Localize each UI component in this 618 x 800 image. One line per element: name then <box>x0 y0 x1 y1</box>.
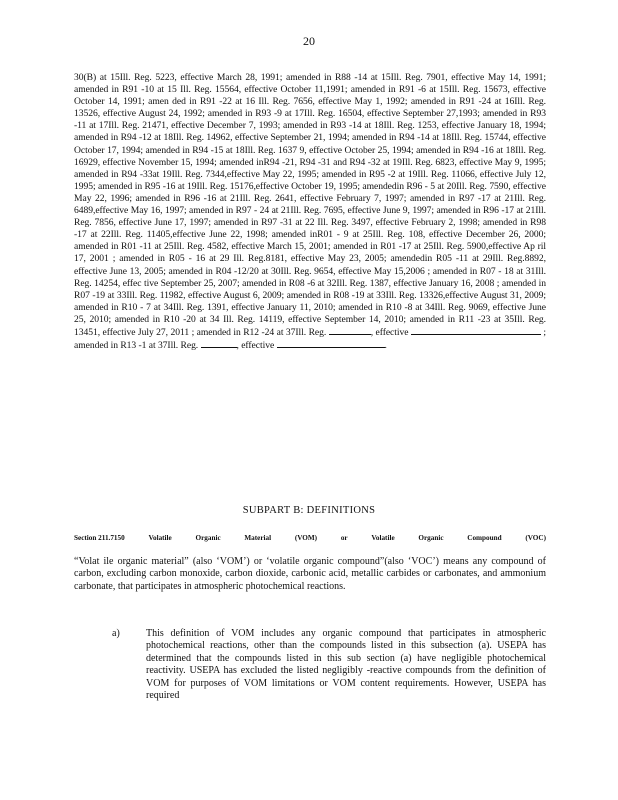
page-number: 20 <box>303 34 315 48</box>
section-number: Section 211.7150 <box>74 534 125 542</box>
section-title-word: (VOM) <box>294 534 318 542</box>
blank-line <box>277 339 385 348</box>
blank-line <box>411 326 541 335</box>
section-title-word: (VOC) <box>525 534 546 542</box>
blank-line <box>329 326 371 335</box>
section-title-word: Volatile <box>148 534 172 542</box>
section-title-word: Organic <box>195 534 221 542</box>
subsection-label: a) <box>112 628 120 639</box>
blank-line <box>201 339 237 348</box>
definition-text: “Volat ile organic material” (also ‘VOM’) or ‘volatile organic compound”(also ‘VOC’) means any compound of carbon, excluding carbon monoxide, carbon dioxide, carbonic acid, metallic carbides or carbonates, and ammonium carbonate, that participates in atmospheric photochemical reactions. <box>74 556 546 592</box>
section-title-word: Organic <box>418 534 444 542</box>
section-heading <box>74 534 546 542</box>
section-title-word: Volatile <box>371 534 395 542</box>
section-title-word: Material <box>244 534 272 542</box>
definition-paragraph <box>74 556 546 593</box>
subsection-text-block <box>146 628 546 702</box>
history-text-3: ; amended in R13 -1 at 37Ill. Reg. <box>74 326 547 352</box>
history-text-4: , effective <box>236 340 275 352</box>
history-text: 30(B) at 15Ill. Reg. 5223, effective March 28, 1991; amended in R88 -14 at 15Ill. Reg. 7901, effective May 14, 1991; amended in R91 -10 at 15 Ill. Reg. 15564, effective October 11,1991; amended in R91 -6 at 15Ill. Reg. 15673, effective October 14, 1991; amen ded in R91 -22 at 16 Ill. Reg. 7656, effective May 1, 1992; amended in R91 -24 at 16Ill. Reg. 13526, effective August 24, 1992; amended in R93 -9 at 17Ill. Reg. 16504, effective September 27,1993; amended in R93 -11 at 17Ill. Reg. 21471, effective December 7, 1993; amended in R93 -14 at 18Ill. Reg. 1253, effective January 18, 1994; amended in R94 -12 at 18Ill. Reg. 14962, effective September 21, 1994; amended in R94 -14 at 18Ill. Reg. 15744, effective October 17, 1994; amended in R94 -15 at 18Ill. Reg. 1637 9, effective October 25, 1994; amended in R94 -16 at 18Ill. Reg. 16929, effective November 15, 1994; amended inR94 -21, R94 -31 and R94 -32 at 19Ill. Reg. 6823, effective May 9, 1995; amended in R94 -33at 19Ill. Reg. 7344,effective May 22, 1995; amended in R95 -2 at 19Ill. Reg. 11066, effective July 12, 1995; amended in R95 -16 at 19Ill. Reg. 15176,effective October 19, 1995; amendedin R96 - 5 at 20Ill. Reg. 7590, effective May 22, 1996; amended in R96 -16 at 21Ill. Reg. 2641, effective February 7, 1997; amended in R97 -17 at 21Ill. Reg. 6489,effective May 16, 1997; amended in R97 - 24 at 21Ill. Reg. 7695, effective June 9, 1997; amended in R96 -17 at 21Ill. Reg. 7856, effective June 17, 1997; amended in R97 -31 at 22 Ill. Reg. 3497, effective February 2, 1998; amended in R98 -17 at 22Ill. Reg. 11405,effective June 22, 1998; amended inR01 - 9 at 25Ill. Reg. 108, effective December 26, 2000; amended in R01 -11 at 25Ill. Reg. 4582, effective March 15, 2001; amended in R01 -17 at 25Ill. Reg. 5900,effective Ap ril 17, 2001 ; amended in R05 - 16 at 29 Ill. Reg.8181, effective May 23, 2005; amendedin R05 -11 at 29Ill. Reg.8892, effective June 13, 2005; amended in R04 -12/20 at 30Ill. Reg. 9654, effective May 15,2006 ; amended in R07 - 18 at 31Ill. Reg. 14254, effec tive September 25, 2007; amended in R08 -6 at 32Ill. Reg. 1387, effective January 16, 2008 ; amended in R07 -19 at 33Ill. Reg. 11982, effective August 6, 2009; amended in R08 -19 at 33Ill. Reg. 13326,effective August 31, 2009; amended in R10 - 7 at 34Ill. Reg. 1391, effective January 11, 2010; amended in R10 -8 at 34Ill. Reg. 9069, effective June 25, 2010; amended in R10 -20 at 34 Ill. Reg. 14119, effective September 14, 2010; amended in R11 -23 at 35Ill. Reg. 13451, effective July 27, 2011 ; amended in R12 -24 at 37Ill. Reg. <box>74 72 546 338</box>
section-title-word: Compound <box>467 534 502 542</box>
section-title-word: or <box>340 534 348 542</box>
history-text-end: . <box>384 340 387 352</box>
source-history-note <box>74 72 546 352</box>
history-text-2: , effective <box>370 326 409 338</box>
subsection-text: This definition of VOM includes any organic compound that participates in atmospheric photochemical reactions, other than the compounds listed in this subsection (a). USEPA has determined that the compounds listed in this sub section (a) have negligible photochemical reactivity. USEPA has excluded the listed negligibly -reactive compounds from the definition of VOM for purposes of VOM limitations or VOM content requirements. However, USEPA has required <box>146 628 546 702</box>
subpart-heading: SUBPART B: DEFINITIONS <box>242 505 376 516</box>
